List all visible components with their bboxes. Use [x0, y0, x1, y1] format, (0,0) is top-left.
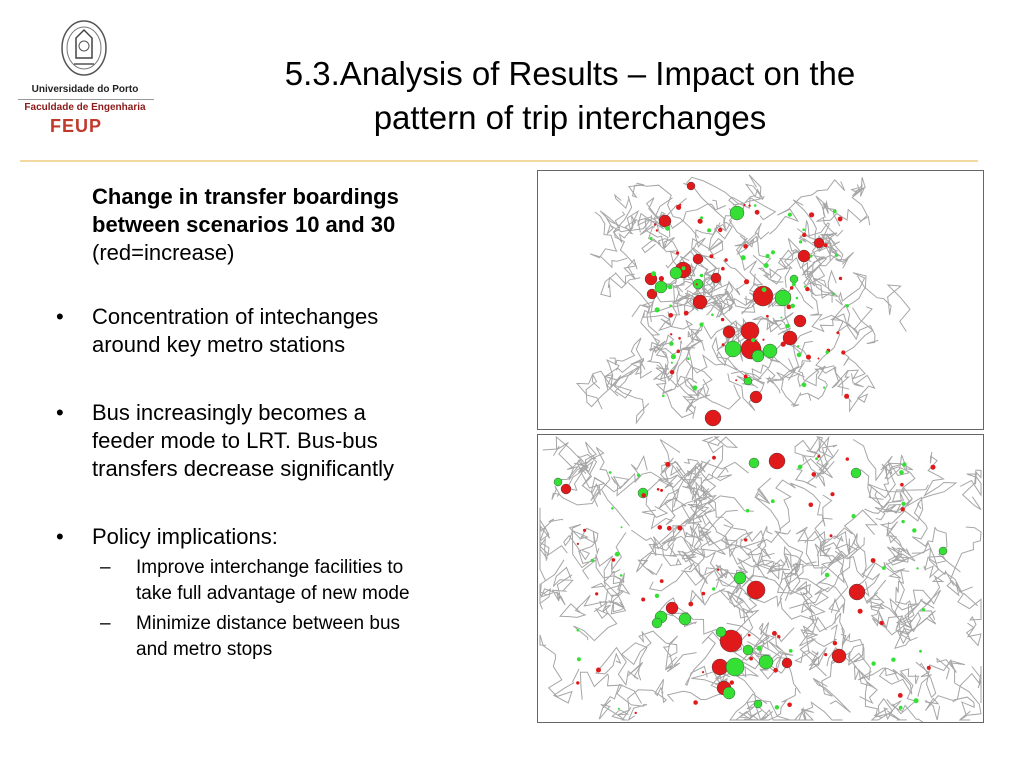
transfer-decrease-marker: [764, 263, 769, 268]
university-seal-icon: [56, 18, 112, 80]
transfer-increase-marker: [805, 287, 809, 291]
transfer-decrease-marker: [804, 286, 806, 288]
transfer-decrease-marker: [789, 649, 793, 653]
transfer-increase-marker: [772, 631, 777, 636]
transfer-increase-marker: [766, 315, 769, 318]
transfer-decrease-marker: [788, 213, 792, 217]
transfer-increase-marker: [838, 217, 843, 222]
transfer-decrease-marker: [743, 645, 753, 655]
university-name: Universidade do Porto: [31, 84, 139, 95]
transfer-increase-marker: [669, 313, 674, 318]
transfer-increase-marker: [635, 712, 637, 714]
transfer-increase-marker: [794, 315, 806, 327]
transfer-decrease-marker: [796, 297, 799, 300]
transfer-decrease-marker: [711, 314, 714, 317]
transfer-increase-marker: [748, 634, 751, 637]
transfer-decrease-marker: [902, 462, 906, 466]
transfer-decrease-marker: [757, 646, 762, 651]
transfer-increase-marker: [809, 503, 814, 508]
network-link: [586, 365, 652, 407]
transfer-increase-marker: [688, 602, 693, 607]
transfer-increase-marker: [830, 534, 833, 537]
transfer-decrease-marker: [650, 237, 653, 240]
transfer-increase-marker: [927, 666, 931, 670]
transfer-increase-marker: [659, 276, 664, 281]
transfer-decrease-marker: [786, 324, 790, 328]
transfer-increase-marker: [711, 273, 721, 283]
transfer-decrease-marker: [790, 275, 798, 283]
transfer-increase-marker: [657, 488, 660, 491]
transfer-decrease-marker: [700, 274, 704, 278]
transfer-increase-marker: [846, 457, 849, 460]
network-link: [736, 688, 796, 720]
transfer-increase-marker: [750, 391, 762, 403]
bullet-text: Bus increasingly becomes a: [92, 400, 366, 425]
transfer-increase-marker: [741, 322, 759, 340]
transfer-increase-marker: [832, 649, 846, 663]
transfer-decrease-marker: [655, 307, 660, 312]
sub-bullet-item: [98, 611, 522, 663]
transfer-decrease-marker: [802, 228, 805, 231]
transfer-increase-marker: [787, 703, 792, 708]
transfer-decrease-marker: [662, 395, 665, 398]
transfer-increase-marker: [698, 219, 703, 224]
transfer-increase-marker: [670, 333, 672, 335]
transfer-increase-marker: [687, 182, 695, 190]
transfer-increase-marker: [693, 700, 698, 705]
network-link: [799, 333, 840, 385]
transfer-increase-marker: [790, 286, 794, 290]
transfer-increase-marker: [724, 258, 727, 261]
network-map-detail: [537, 434, 984, 723]
transfer-decrease-marker: [746, 509, 750, 513]
transfer-decrease-marker: [939, 547, 947, 555]
transfer-increase-marker: [709, 254, 713, 258]
network-link: [613, 195, 635, 243]
transfer-increase-marker: [781, 342, 786, 347]
sub-bullet-text: Minimize distance between bus: [136, 613, 401, 634]
bullet-icon: •: [56, 304, 64, 329]
transfer-increase-marker: [660, 489, 663, 492]
transfer-decrease-marker: [846, 304, 849, 307]
network-link: [775, 530, 816, 568]
transfer-decrease-marker: [652, 618, 662, 628]
transfer-increase-marker: [802, 233, 806, 237]
transfer-increase-marker: [900, 483, 904, 487]
transfer-increase-marker: [755, 210, 760, 215]
transfer-decrease-marker: [669, 305, 672, 308]
network-link: [574, 602, 617, 641]
transfer-increase-marker: [721, 267, 725, 271]
transfer-increase-marker: [744, 375, 748, 379]
transfer-decrease-marker: [749, 458, 759, 468]
transfer-increase-marker: [812, 472, 817, 477]
bullet-item: [52, 523, 522, 663]
title-line-1: 5.3.Analysis of Results – Impact on the: [284, 55, 856, 92]
faculty-name: Faculdade de Engenharia: [24, 102, 146, 113]
network-link: [912, 503, 960, 572]
bullet-text: around key metro stations: [92, 332, 346, 357]
transfer-increase-marker: [858, 609, 863, 614]
transfer-increase-marker: [712, 456, 716, 460]
transfer-decrease-marker: [852, 514, 856, 518]
transfer-increase-marker: [712, 659, 728, 675]
transfer-increase-marker: [744, 279, 749, 284]
body-heading: [92, 183, 522, 267]
transfer-decrease-marker: [916, 567, 918, 569]
transfer-increase-marker: [670, 370, 674, 374]
transfer-increase-marker: [818, 358, 820, 360]
transfer-increase-marker: [769, 453, 785, 469]
network-link: [591, 456, 647, 506]
bullet-list: [52, 303, 522, 663]
transfer-increase-marker: [665, 462, 670, 467]
network-link: [813, 659, 850, 713]
transfer-increase-marker: [830, 492, 834, 496]
transfer-increase-marker: [656, 229, 658, 231]
transfer-decrease-marker: [707, 228, 711, 232]
transfer-decrease-marker: [901, 520, 904, 523]
bullet-text: feeder mode to LRT. Bus-bus: [92, 428, 378, 453]
transfer-increase-marker: [684, 311, 689, 316]
transfer-increase-marker: [577, 543, 579, 545]
transfer-decrease-marker: [693, 385, 698, 390]
transfer-decrease-marker: [833, 210, 837, 214]
transfer-increase-marker: [743, 244, 748, 249]
title-line-2: pattern of trip interchanges: [373, 99, 767, 136]
transfer-decrease-marker: [609, 471, 612, 474]
transfer-increase-marker: [702, 592, 706, 596]
transfer-increase-marker: [836, 331, 839, 334]
transfer-increase-marker: [677, 526, 682, 531]
transfer-decrease-marker: [621, 526, 623, 528]
transfer-decrease-marker: [759, 655, 773, 669]
transfer-decrease-marker: [611, 507, 614, 510]
transfer-increase-marker: [744, 204, 746, 206]
network-link: [596, 648, 643, 685]
transfer-increase-marker: [814, 238, 824, 248]
map-canvas: [538, 435, 983, 722]
logo-divider: [18, 99, 154, 100]
transfer-decrease-marker: [577, 657, 581, 661]
network-link: [745, 175, 764, 203]
transfer-increase-marker: [659, 215, 671, 227]
transfer-increase-marker: [702, 671, 704, 673]
transfer-increase-marker: [803, 257, 805, 259]
bullet-text: Concentration of intechanges: [92, 304, 379, 329]
transfer-decrease-marker: [891, 658, 895, 662]
transfer-decrease-marker: [832, 293, 834, 295]
transfer-increase-marker: [849, 584, 865, 600]
transfer-increase-marker: [721, 318, 724, 321]
transfer-decrease-marker: [751, 338, 755, 342]
transfer-decrease-marker: [802, 383, 807, 388]
network-map-regional: [537, 170, 984, 430]
transfer-decrease-marker: [792, 283, 796, 287]
transfer-decrease-marker: [665, 226, 670, 231]
transfer-increase-marker: [806, 355, 811, 360]
transfer-increase-marker: [678, 337, 681, 340]
transfer-increase-marker: [677, 350, 681, 354]
sub-bullet-list: [98, 555, 522, 663]
transfer-increase-marker: [931, 465, 936, 470]
transfer-decrease-marker: [835, 254, 838, 257]
transfer-increase-marker: [717, 569, 719, 571]
transfer-increase-marker: [693, 295, 707, 309]
network-link: [686, 379, 740, 409]
transfer-decrease-marker: [797, 345, 799, 347]
transfer-decrease-marker: [668, 285, 673, 290]
transfer-decrease-marker: [912, 528, 916, 532]
transfer-increase-marker: [824, 653, 827, 656]
transfer-increase-marker: [658, 525, 663, 530]
transfer-increase-marker: [660, 579, 664, 583]
transfer-increase-marker: [809, 212, 814, 217]
transfer-decrease-marker: [815, 457, 818, 460]
network-link: [759, 268, 790, 288]
transfer-increase-marker: [735, 379, 737, 381]
transfer-decrease-marker: [620, 574, 623, 577]
transfer-increase-marker: [744, 538, 747, 541]
network-link: [712, 200, 732, 239]
transfer-decrease-marker: [775, 290, 791, 306]
transfer-decrease-marker: [726, 658, 744, 676]
network-link: [916, 660, 951, 698]
transfer-decrease-marker: [682, 266, 686, 270]
transfer-decrease-marker: [851, 468, 861, 478]
transfer-decrease-marker: [919, 650, 922, 653]
transfer-decrease-marker: [700, 216, 703, 219]
transfer-decrease-marker: [780, 317, 782, 319]
transfer-increase-marker: [676, 205, 681, 210]
network-link: [564, 531, 599, 560]
heading-line-1: Change in transfer boardings: [92, 184, 399, 209]
sub-bullet-item: [98, 555, 522, 607]
network-link: [543, 437, 605, 488]
bullet-icon: •: [56, 400, 64, 425]
transfer-decrease-marker: [651, 271, 656, 276]
transfer-increase-marker: [773, 668, 778, 673]
transfer-increase-marker: [666, 602, 678, 614]
transfer-increase-marker: [723, 326, 735, 338]
bullet-text: Policy implications:: [92, 524, 278, 549]
transfer-decrease-marker: [826, 351, 829, 354]
network-link: [958, 593, 981, 645]
transfer-increase-marker: [612, 558, 616, 562]
network-link: [918, 452, 956, 509]
transfer-decrease-marker: [922, 608, 925, 611]
transfer-decrease-marker: [771, 499, 775, 503]
transfer-increase-marker: [730, 680, 734, 684]
network-link: [631, 530, 662, 575]
transfer-increase-marker: [841, 350, 845, 354]
transfer-decrease-marker: [766, 254, 770, 258]
transfer-decrease-marker: [618, 708, 620, 710]
transfer-increase-marker: [718, 228, 722, 232]
transfer-increase-marker: [879, 621, 883, 625]
network-link: [601, 273, 640, 297]
transfer-increase-marker: [667, 526, 672, 531]
transfer-decrease-marker: [790, 304, 795, 309]
transfer-increase-marker: [641, 598, 645, 602]
network-link: [796, 495, 832, 568]
transfer-increase-marker: [596, 668, 601, 673]
dash-icon: –: [100, 557, 111, 578]
transfer-increase-marker: [777, 635, 780, 638]
network-link: [802, 543, 844, 582]
bullet-item: [52, 399, 522, 483]
transfer-increase-marker: [898, 693, 903, 698]
slide-title: [180, 52, 960, 140]
transfer-decrease-marker: [671, 362, 673, 364]
transfer-decrease-marker: [693, 279, 703, 289]
network-link: [852, 177, 868, 223]
transfer-increase-marker: [839, 277, 842, 280]
transfer-increase-marker: [817, 455, 820, 458]
transfer-decrease-marker: [679, 613, 691, 625]
transfer-increase-marker: [901, 507, 905, 511]
title-divider: [20, 160, 978, 162]
bullet-text: transfers decrease significantly: [92, 456, 395, 481]
network-link: [819, 305, 858, 335]
transfer-increase-marker: [824, 243, 828, 247]
transfer-decrease-marker: [723, 687, 735, 699]
transfer-decrease-marker: [654, 289, 657, 292]
map-canvas: [538, 171, 983, 429]
transfer-increase-marker: [722, 343, 725, 346]
network-link: [540, 635, 579, 703]
transfer-increase-marker: [782, 658, 792, 668]
transfer-increase-marker: [798, 250, 810, 262]
network-link: [887, 529, 915, 565]
transfer-increase-marker: [642, 493, 646, 497]
transfer-decrease-marker: [914, 698, 919, 703]
transfer-decrease-marker: [716, 627, 726, 637]
network-link: [667, 184, 715, 228]
transfer-increase-marker: [595, 592, 598, 595]
transfer-increase-marker: [833, 641, 837, 645]
network-link: [925, 696, 974, 720]
transfer-decrease-marker: [655, 281, 667, 293]
network-link: [807, 437, 839, 478]
transfer-decrease-marker: [754, 204, 757, 207]
transfer-increase-marker: [696, 283, 698, 285]
network-link: [690, 544, 725, 605]
sub-bullet-text: and metro stops: [136, 639, 273, 660]
sub-bullet-text: Improve interchange facilities to: [136, 557, 404, 578]
transfer-decrease-marker: [882, 566, 886, 570]
transfer-decrease-marker: [655, 594, 659, 598]
transfer-decrease-marker: [577, 629, 580, 632]
transfer-decrease-marker: [871, 661, 875, 665]
transfer-increase-marker: [654, 223, 656, 225]
transfer-increase-marker: [693, 254, 703, 264]
heading-note: (red=increase): [92, 240, 235, 265]
transfer-decrease-marker: [797, 353, 802, 358]
network-link: [847, 373, 874, 411]
transfer-decrease-marker: [734, 572, 746, 584]
transfer-decrease-marker: [899, 706, 903, 710]
transfer-decrease-marker: [591, 559, 594, 562]
transfer-decrease-marker: [554, 478, 562, 486]
transfer-decrease-marker: [825, 573, 830, 578]
network-link: [552, 484, 601, 505]
feup-logo: [10, 18, 160, 138]
bullet-item: [52, 303, 522, 359]
transfer-increase-marker: [762, 339, 764, 341]
transfer-decrease-marker: [799, 240, 802, 243]
transfer-decrease-marker: [771, 250, 775, 254]
transfer-increase-marker: [576, 681, 579, 684]
transfer-decrease-marker: [810, 255, 813, 258]
transfer-decrease-marker: [899, 470, 904, 475]
transfer-increase-marker: [583, 529, 586, 532]
network-link: [632, 302, 659, 335]
transfer-increase-marker: [676, 251, 679, 254]
transfer-decrease-marker: [741, 255, 746, 260]
bullet-icon: •: [56, 524, 64, 549]
network-link: [960, 470, 981, 510]
transfer-decrease-marker: [823, 387, 825, 389]
transfer-decrease-marker: [775, 705, 779, 709]
transfer-increase-marker: [871, 558, 876, 563]
transfer-decrease-marker: [752, 350, 764, 362]
network-link: [755, 478, 781, 559]
transfer-increase-marker: [747, 581, 765, 599]
sub-bullet-text: take full advantage of new mode: [136, 583, 410, 604]
transfer-decrease-marker: [712, 587, 715, 590]
transfer-increase-marker: [749, 657, 753, 661]
transfer-decrease-marker: [671, 354, 676, 359]
transfer-decrease-marker: [730, 206, 744, 220]
transfer-decrease-marker: [670, 267, 682, 279]
transfer-decrease-marker: [901, 502, 905, 506]
dash-icon: –: [100, 613, 111, 634]
network-link: [784, 258, 818, 286]
transfer-increase-marker: [705, 410, 721, 426]
transfer-decrease-marker: [687, 357, 690, 360]
network-link: [664, 636, 697, 672]
transfer-increase-marker: [561, 484, 571, 494]
faculty-acronym: FEUP: [50, 116, 103, 136]
transfer-decrease-marker: [669, 342, 673, 346]
transfer-decrease-marker: [699, 323, 703, 327]
network-link: [753, 306, 790, 330]
transfer-decrease-marker: [763, 344, 777, 358]
transfer-decrease-marker: [615, 552, 620, 557]
transfer-decrease-marker: [798, 465, 803, 470]
transfer-decrease-marker: [637, 474, 640, 477]
transfer-decrease-marker: [725, 341, 741, 357]
heading-line-2: between scenarios 10 and 30: [92, 212, 396, 237]
slide-body: [52, 183, 522, 663]
network-link: [769, 180, 844, 235]
network-link: [540, 560, 564, 610]
transfer-increase-marker: [844, 394, 849, 399]
transfer-decrease-marker: [754, 700, 762, 708]
network-link: [776, 480, 833, 530]
network-link: [662, 376, 710, 412]
transfer-increase-marker: [748, 205, 750, 207]
transfer-decrease-marker: [762, 287, 767, 292]
